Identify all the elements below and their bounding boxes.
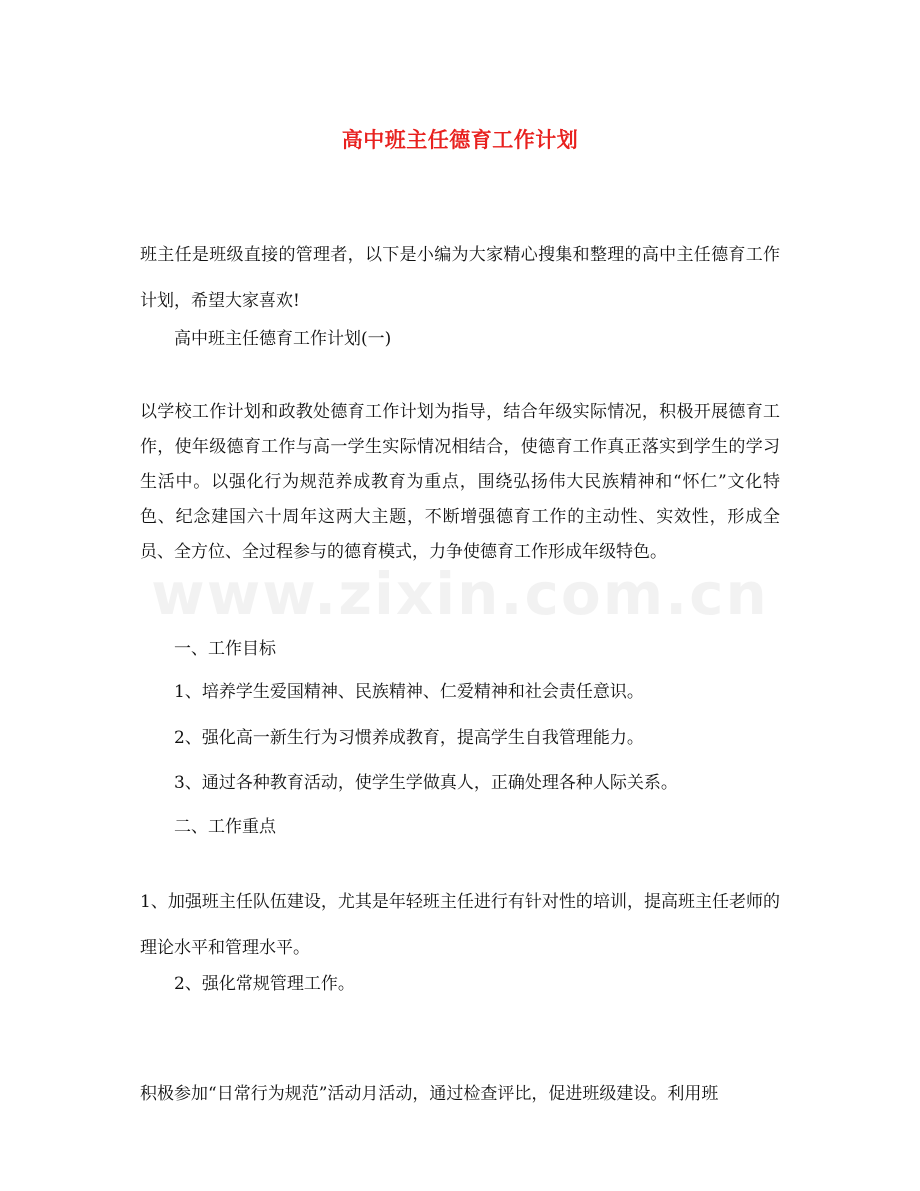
focus-item: 1、加强班主任队伍建设，尤其是年轻班主任进行有针对性的培训，提高班主任老师的理论水平和管理水平。 — [140, 892, 780, 958]
body-paragraph: 以学校工作计划和政教处德育工作计划为指导，结合年级实际情况，积极开展德育工作，使年级德育工作与高一学生实际情况相结合，使德育工作真正落实到学生的学习生活中。以强化行为规范养成教育为重点，围绕弘扬伟大民族精神和“怀仁”文化特色、纪念建国六十周年这两大主题，不断增强德育工作的主动性、实效性，形成全员、全方位、全过程参与的德育模式，力争使德育工作形成年级特色。 — [140, 402, 780, 562]
goal-item: 1、培养学生爱国精神、民族精神、仁爱精神和社会责任意识。 — [174, 682, 644, 702]
body-paragraph-last: 积极参加“日常行为规范”活动月活动，通过检查评比，促进班级建设。利用班 — [140, 1084, 719, 1104]
goal-heading: 一、工作目标 — [174, 639, 276, 659]
document-title: 高中班主任德育工作计划 — [341, 127, 579, 152]
goal-item: 2、强化高一新生行为习惯养成教育，提高学生自我管理能力。 — [174, 728, 644, 748]
intro-paragraph: 班主任是班级直接的管理者，以下是小编为大家精心搜集和整理的高中主任德育工作计划，希望大家喜欢! — [140, 245, 780, 311]
focus-item: 2、强化常规管理工作。 — [174, 974, 355, 994]
goal-item: 3、通过各种教育活动，使学生学做真人，正确处理各种人际关系。 — [174, 773, 678, 793]
watermark: www.zixin.com.cn — [151, 560, 769, 628]
section-heading: 高中班主任德育工作计划(一) — [174, 329, 392, 349]
focus-heading: 二、工作重点 — [174, 817, 276, 837]
